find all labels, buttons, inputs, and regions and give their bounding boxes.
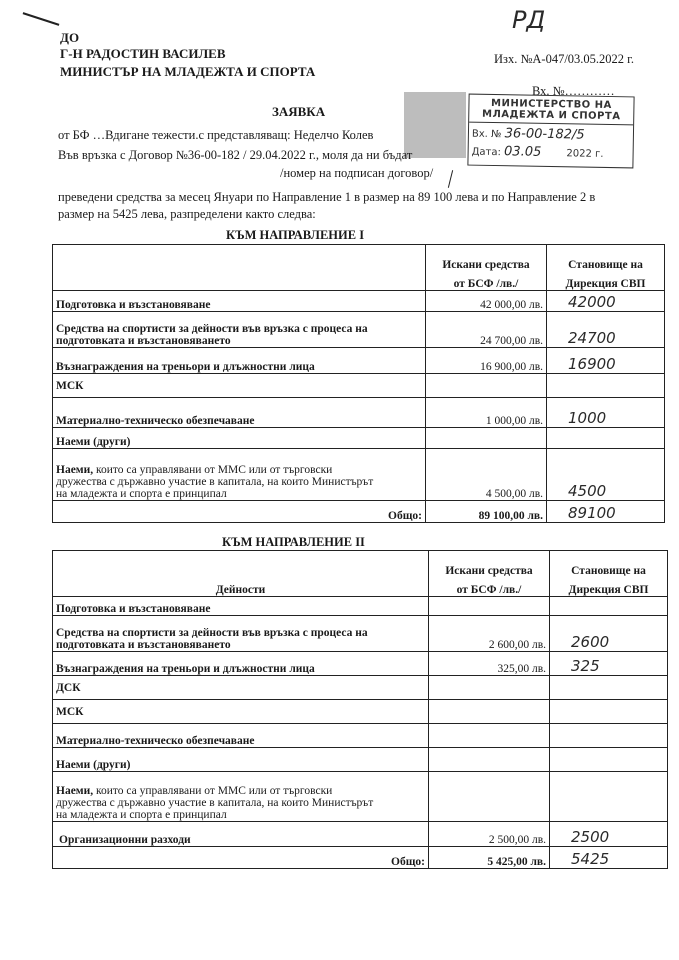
table-row xyxy=(53,449,665,501)
stamp-date-value: 03.05 xyxy=(503,144,542,160)
table-row xyxy=(53,398,665,428)
row-name: Материално-техническо обезпечаване xyxy=(53,398,426,428)
table-row xyxy=(53,597,668,616)
stamp-no-value: 36-00-182/5 xyxy=(504,126,585,143)
table-row xyxy=(53,822,668,847)
section1-opinion-header-1: Становище на xyxy=(568,259,643,271)
row-opinion xyxy=(547,428,665,449)
stamp-line1: МИНИСТЕРСТВО НА xyxy=(490,97,612,112)
row-amount xyxy=(429,700,550,724)
section2-requested-header xyxy=(429,551,550,597)
row-name: Подготовка и възстановяване xyxy=(53,291,426,312)
section1-opinion-header-2: Дирекция СВП xyxy=(565,278,646,290)
row-opinion xyxy=(547,312,665,348)
stamp-number-row xyxy=(472,126,633,144)
table-row xyxy=(53,348,665,374)
row-opinion xyxy=(550,597,668,616)
section1-requested-header xyxy=(426,245,547,291)
row-name-line2: дружества с държавно участие в капитала, на които Министърът xyxy=(56,476,374,488)
table-row xyxy=(53,374,665,398)
section2-opinion-header-1: Становище на xyxy=(571,565,646,577)
opinion-handwriting: 5425 xyxy=(571,850,610,868)
from-line: от БФ …Вдигане тежести.с представляващ: Неделчо Колев xyxy=(58,128,374,142)
total-amount: 5 425,00 лв. xyxy=(429,847,550,869)
table-row xyxy=(53,700,668,724)
row-amount xyxy=(429,597,550,616)
total-opinion xyxy=(550,847,668,869)
table-row xyxy=(53,428,665,449)
table-row xyxy=(53,772,668,822)
row-name: ДСК xyxy=(53,676,429,700)
row-name: Организационни разходи xyxy=(53,822,429,847)
document-title: ЗАЯВКА xyxy=(272,104,326,119)
row-amount xyxy=(429,676,550,700)
row-name: Възнаграждения на треньори и длъжностни лица xyxy=(53,348,426,374)
row-name xyxy=(53,312,426,348)
stamp-date-row xyxy=(472,144,633,162)
margin-mark xyxy=(448,170,453,188)
row-amount xyxy=(429,724,550,748)
section1-requested-header-2: от БСФ /лв./ xyxy=(453,278,519,290)
row-name: Подготовка и възстановяване xyxy=(53,597,429,616)
row-amount: 2 500,00 лв. xyxy=(429,822,550,847)
row-amount: 4 500,00 лв. xyxy=(426,449,547,501)
section2-activities-header: Дейности xyxy=(53,551,429,597)
row-opinion xyxy=(550,700,668,724)
row-name: МСК xyxy=(53,374,426,398)
row-amount xyxy=(429,748,550,772)
section2-opinion-header xyxy=(550,551,668,597)
row-amount: 325,00 лв. xyxy=(429,652,550,676)
row-amount xyxy=(426,374,547,398)
outgoing-number: Изх. №А-047/03.05.2022 г. xyxy=(494,52,635,66)
row-amount: 16 900,00 лв. xyxy=(426,348,547,374)
row-name xyxy=(53,449,426,501)
section1-activities-header xyxy=(53,245,426,291)
opinion-handwriting: 4500 xyxy=(568,482,607,500)
section2-requested-header-2: от БСФ /лв./ xyxy=(456,584,522,596)
stamp-no-label: Вх. № xyxy=(471,128,502,141)
table-row xyxy=(53,724,668,748)
row-name: Материално-техническо обезпечаване xyxy=(53,724,429,748)
section2-header-row xyxy=(53,551,668,597)
body-line-2: размер на 5425 лева, разпределени както следва: xyxy=(58,207,316,221)
opinion-handwriting: 16900 xyxy=(568,355,616,373)
section2-total-row xyxy=(53,847,668,869)
row-name-line2: дружества с държавно участие в капитала, на които Министърът xyxy=(56,797,374,809)
row-name xyxy=(53,772,429,822)
row-name-line1: Средства на спортисти за дейности във връзка с процеса на xyxy=(56,323,368,335)
row-opinion xyxy=(550,616,668,652)
recipient-name: Г-Н РАДОСТИН ВАСИЛЕВ xyxy=(60,46,226,61)
row-opinion xyxy=(547,348,665,374)
row-name: Наеми (други) xyxy=(53,428,426,449)
incoming-number: Вх. №………… xyxy=(532,84,615,98)
row-name-rest: които са управлявани от ММС или от търговски xyxy=(93,785,333,797)
row-amount: 1 000,00 лв. xyxy=(426,398,547,428)
to-label: ДО xyxy=(60,30,80,45)
row-amount: 2 600,00 лв. xyxy=(429,616,550,652)
opinion-handwriting: 1000 xyxy=(568,409,607,427)
row-opinion xyxy=(547,449,665,501)
table-row xyxy=(53,291,665,312)
row-name: Възнаграждения на треньори и длъжностни лица xyxy=(53,652,429,676)
body-line-1: преведени средства за месец Януари по Направление 1 в размер на 89 100 лева и по Направление 2 в xyxy=(58,190,596,204)
total-amount: 89 100,00 лв. xyxy=(426,501,547,523)
table-row xyxy=(53,616,668,652)
row-opinion xyxy=(550,748,668,772)
section1-table xyxy=(52,244,665,523)
contract-line: Във връзка с Договор №36-00-182 / 29.04.2022 г., моля да ни бъдат xyxy=(58,148,413,162)
row-name-bold: Наеми, xyxy=(56,785,94,797)
table-row xyxy=(53,676,668,700)
row-name-line3: на младежта и спорта е принципал xyxy=(56,488,227,500)
opinion-handwriting: 24700 xyxy=(568,329,616,347)
recipient-title: МИНИСТЪР НА МЛАДЕЖТА И СПОРТА xyxy=(60,64,316,79)
section1-opinion-header xyxy=(547,245,665,291)
corner-mark xyxy=(23,12,60,26)
row-name: Наеми (други) xyxy=(53,748,429,772)
row-opinion xyxy=(550,676,668,700)
total-opinion xyxy=(547,501,665,523)
row-amount: 24 700,00 лв. xyxy=(426,312,547,348)
row-opinion xyxy=(550,724,668,748)
total-label: Общо: xyxy=(53,847,429,869)
stamp-line2: МЛАДЕЖТА И СПОРТА xyxy=(469,109,633,126)
row-amount xyxy=(429,772,550,822)
row-opinion xyxy=(550,772,668,822)
opinion-handwriting: 2600 xyxy=(571,633,610,651)
row-name-line1 xyxy=(56,785,425,797)
row-name-rest: които са управлявани от ММС или от търговски xyxy=(93,464,333,476)
row-name-line1: Средства на спортисти за дейности във връзка с процеса на xyxy=(56,627,368,639)
registration-stamp xyxy=(467,94,634,169)
section2-title: КЪМ НАПРАВЛЕНИЕ II xyxy=(222,535,365,549)
stamp-year: 2022 г. xyxy=(566,148,604,160)
row-opinion xyxy=(547,398,665,428)
table-row xyxy=(53,652,668,676)
section1-total-row xyxy=(53,501,665,523)
redacted-signature xyxy=(404,92,466,158)
row-name-line2: подготовката и възстановяването xyxy=(56,639,231,651)
stamp-date-label: Дата: xyxy=(471,146,501,159)
section2-table xyxy=(52,550,668,869)
opinion-handwriting: 89100 xyxy=(568,504,616,522)
section2-opinion-header-2: Дирекция СВП xyxy=(568,584,649,596)
section2-requested-header-1: Искани средства xyxy=(445,565,533,577)
section1-header-row xyxy=(53,245,665,291)
initials-handwriting: РД xyxy=(512,6,546,34)
table-row xyxy=(53,312,665,348)
total-label: Общо: xyxy=(53,501,426,523)
row-opinion xyxy=(547,374,665,398)
row-name-bold: Наеми, xyxy=(56,464,94,476)
row-amount: 42 000,00 лв. xyxy=(426,291,547,312)
opinion-handwriting: 325 xyxy=(571,657,600,675)
row-name-line2: подготовката и възстановяването xyxy=(56,335,231,347)
opinion-handwriting: 42000 xyxy=(568,293,616,311)
contract-note: /номер на подписан договор/ xyxy=(280,166,434,180)
row-amount xyxy=(426,428,547,449)
row-name-line1 xyxy=(56,464,422,476)
row-opinion xyxy=(550,652,668,676)
row-name: МСК xyxy=(53,700,429,724)
section1-title: КЪМ НАПРАВЛЕНИЕ I xyxy=(226,228,365,242)
row-opinion xyxy=(550,822,668,847)
row-name xyxy=(53,616,429,652)
opinion-handwriting: 2500 xyxy=(571,828,610,846)
table-row xyxy=(53,748,668,772)
row-opinion xyxy=(547,291,665,312)
row-name-line3: на младежта и спорта е принципал xyxy=(56,809,227,821)
section1-requested-header-1: Искани средства xyxy=(442,259,530,271)
